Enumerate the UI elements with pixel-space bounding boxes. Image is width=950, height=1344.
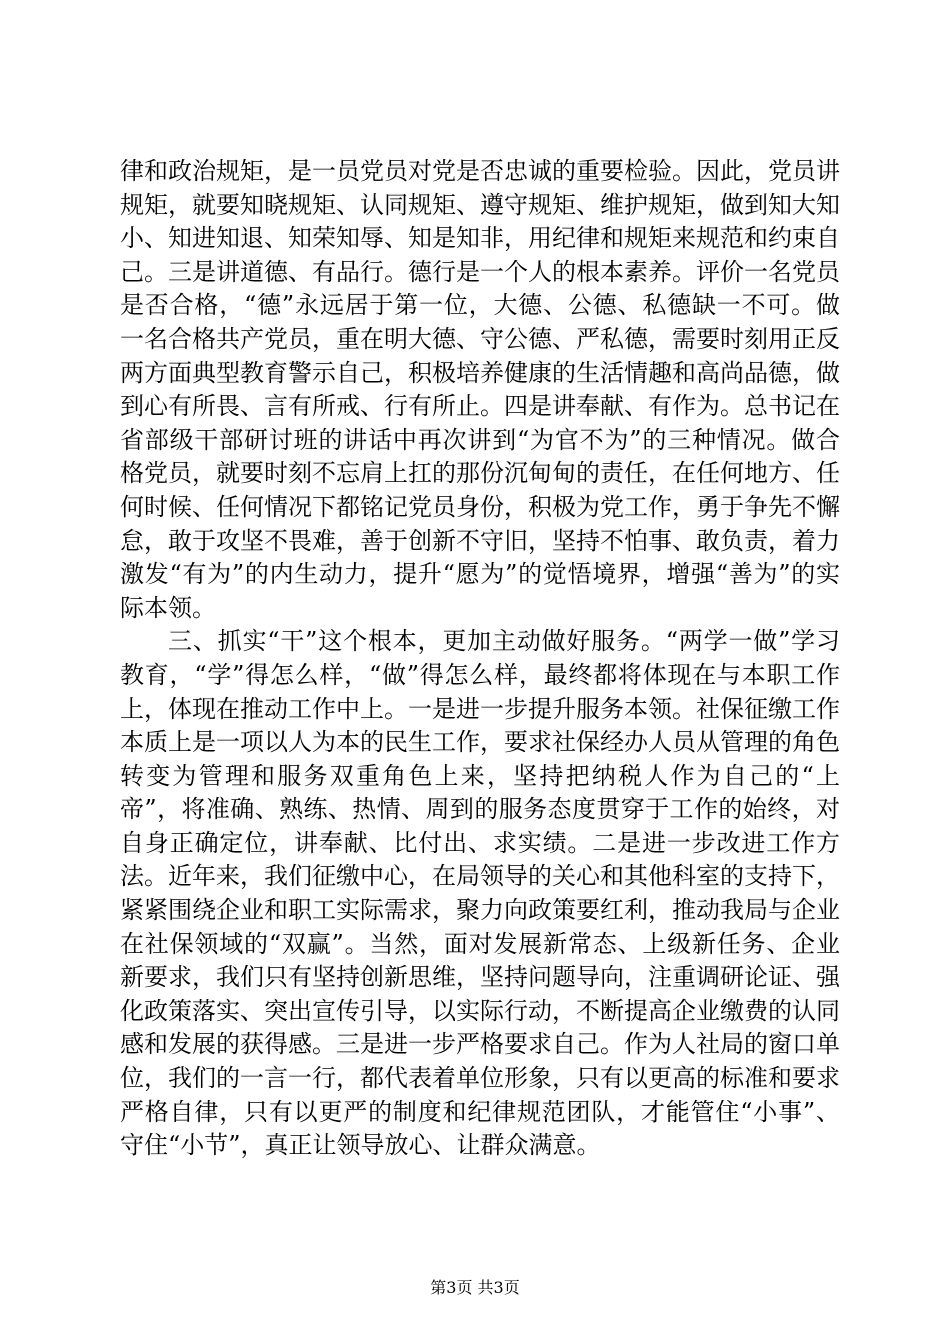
page-number-footer: 第3页 共3页 [430, 1278, 520, 1297]
body-paragraph-continued: 律和政治规矩，是一员党员对党是否忠诚的重要检验。因此，党员讲规矩，就要知晓规矩、认同规矩、遵守规矩、维护规矩，做到知大知小、知进知退、知荣知辱、知是知非，用纪律和规矩来规范和约束自己。三是讲道德、有品行。德行是一个人的根本素养。评价一名党员是否合格，“德”永远居于第一位，大德、公德、私德缺一不可。做一名合格共产党员，重在明大德、守公德、严私德，需要时刻用正反两方面典型教育警示自己，积极培养健康的生活情趣和高尚品德，做到心有所畏、言有所戒、行有所止。四是讲奉献、有作为。总书记在省部级干部研讨班的讲话中再次讲到“为官不为”的三种情况。做合格党员，就要时刻不忘肩上扛的那份沉甸甸的责任，在任何地方、任何时候、任何情况下都铭记党员身份，积极为党工作，勇于争先不懈怠，敢于攻坚不畏难，善于创新不守旧，坚持不怕事、敢负责，着力激发“有为”的内生动力，提升“愿为”的觉悟境界，增强“善为”的实际本领。 [120, 157, 840, 622]
document-body [120, 155, 840, 1163]
body-paragraph-section-three: 三、抓实“干”这个根本，更加主动做好服务。“两学一做”学习教育，“学”得怎么样，“做”得怎么样，最终都将体现在与本职工作上，体现在推动工作中上。一是进一步提升服务本领。社保征缴工作本质上是一项以人为本的民生工作，要求社保经办人员从管理的角色转变为管理和服务双重角色上来，坚持把纳税人作为自己的“上帝”，将准确、熟练、热情、周到的服务态度贯穿于工作的始终，对自身正确定位，讲奉献、比付出、求实绩。二是进一步改进工作方法。近年来，我们征缴中心，在局领导的关心和其他科室的支持下，紧紧围绕企业和职工实际需求，聚力向政策要红利，推动我局与企业在社保领域的“双赢”。当然，面对发展新常态、上级新任务、企业新要求，我们只有坚持创新思维，坚持问题导向，注重调研论证、强化政策落实、突出宣传引导，以实际行动，不断提高企业缴费的认同感和发展的获得感。三是进一步严格要求自己。作为人社局的窗口单位，我们的一言一行，都代表着单位形象，只有以更高的标准和要求严格自律，只有以更严的制度和纪律规范团队，才能管住“小事”、守住“小节”，真正让领导放心、让群众满意。 [120, 627, 840, 1160]
